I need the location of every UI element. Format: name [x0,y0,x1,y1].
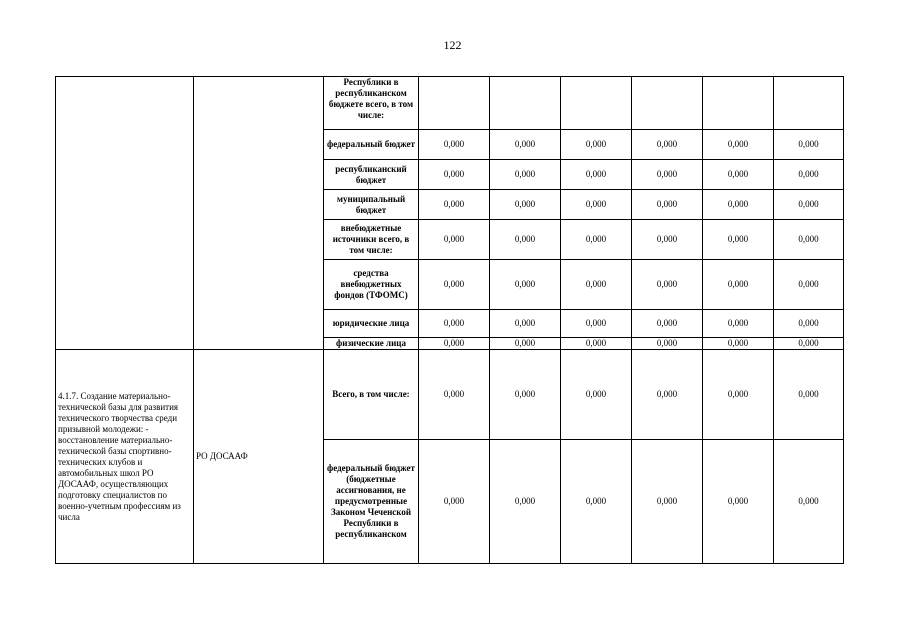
value-cell: 0,000 [490,350,561,440]
value-cell: 0,000 [774,220,844,260]
value-cell: 0,000 [419,130,490,160]
value-cell: 0,000 [419,160,490,190]
value-cell [561,77,632,130]
value-cell: 0,000 [419,338,490,350]
value-cell: 0,000 [774,130,844,160]
value-cell: 0,000 [490,310,561,338]
table-row [56,77,844,130]
value-cell: 0,000 [774,190,844,220]
value-cell: 0,000 [703,440,774,564]
empty-name-cell [56,77,194,350]
value-cell: 0,000 [774,160,844,190]
value-cell: 0,000 [490,260,561,310]
value-cell [419,77,490,130]
value-cell: 0,000 [774,338,844,350]
value-cell: 0,000 [632,260,703,310]
value-cell [490,77,561,130]
value-cell: 0,000 [703,310,774,338]
funding-source-cell: физические лица [324,338,419,350]
value-cell: 0,000 [632,338,703,350]
value-cell: 0,000 [490,220,561,260]
value-cell: 0,000 [632,130,703,160]
budget-table [55,76,844,564]
value-cell: 0,000 [632,190,703,220]
funding-source-cell: средства внебюджетных фондов (ТФОМС) [324,260,419,310]
value-cell: 0,000 [561,338,632,350]
funding-source-cell: республиканский бюджет [324,160,419,190]
value-cell: 0,000 [561,440,632,564]
value-cell: 0,000 [774,260,844,310]
value-cell [774,77,844,130]
value-cell: 0,000 [703,338,774,350]
value-cell: 0,000 [774,310,844,338]
value-cell: 0,000 [490,160,561,190]
value-cell: 0,000 [774,350,844,440]
value-cell: 0,000 [419,350,490,440]
value-cell: 0,000 [561,260,632,310]
value-cell: 0,000 [490,440,561,564]
funding-source-cell: федеральный бюджет [324,130,419,160]
value-cell: 0,000 [703,350,774,440]
value-cell [703,77,774,130]
value-cell: 0,000 [490,130,561,160]
funding-source-cell: Всего, в том числе: [324,350,419,440]
funding-source-cell: федеральный бюджет (бюджетные ассигнования, не предусмотренные Законом Чеченской Республики в республиканском [324,440,419,564]
value-cell: 0,000 [561,350,632,440]
value-cell: 0,000 [561,130,632,160]
value-cell: 0,000 [419,440,490,564]
activity-name-cell: 4.1.7. Создание материально-технической базы для развития технического творчества среди призывной молодежи: - восстановление материально-технической базы спортивно-технических клубов и автомобильных школ РО ДОСААФ, осуществляющих подготовку специалистов по военно-учетным профессиям из числа [56,350,194,564]
value-cell: 0,000 [561,160,632,190]
executor-cell: РО ДОСААФ [194,350,324,564]
funding-source-cell: юридические лица [324,310,419,338]
table-body [56,77,844,564]
value-cell: 0,000 [419,260,490,310]
value-cell: 0,000 [774,440,844,564]
value-cell: 0,000 [561,310,632,338]
value-cell: 0,000 [632,220,703,260]
value-cell: 0,000 [632,350,703,440]
value-cell: 0,000 [632,440,703,564]
value-cell: 0,000 [703,160,774,190]
funding-source-cell: муниципальный бюджет [324,190,419,220]
funding-source-cell: внебюджетные источники всего, в том числе: [324,220,419,260]
table-row [56,350,844,440]
value-cell: 0,000 [632,160,703,190]
value-cell: 0,000 [490,338,561,350]
value-cell: 0,000 [419,190,490,220]
page-number: 122 [443,38,462,52]
value-cell: 0,000 [419,310,490,338]
value-cell: 0,000 [419,220,490,260]
value-cell: 0,000 [703,220,774,260]
value-cell: 0,000 [490,190,561,220]
value-cell: 0,000 [703,190,774,220]
value-cell: 0,000 [703,130,774,160]
value-cell: 0,000 [703,260,774,310]
value-cell: 0,000 [632,310,703,338]
value-cell: 0,000 [561,190,632,220]
value-cell [632,77,703,130]
funding-source-cell: Республики в республиканском бюджете всего, в том числе: [324,77,419,130]
empty-executor-cell [194,77,324,350]
value-cell: 0,000 [561,220,632,260]
